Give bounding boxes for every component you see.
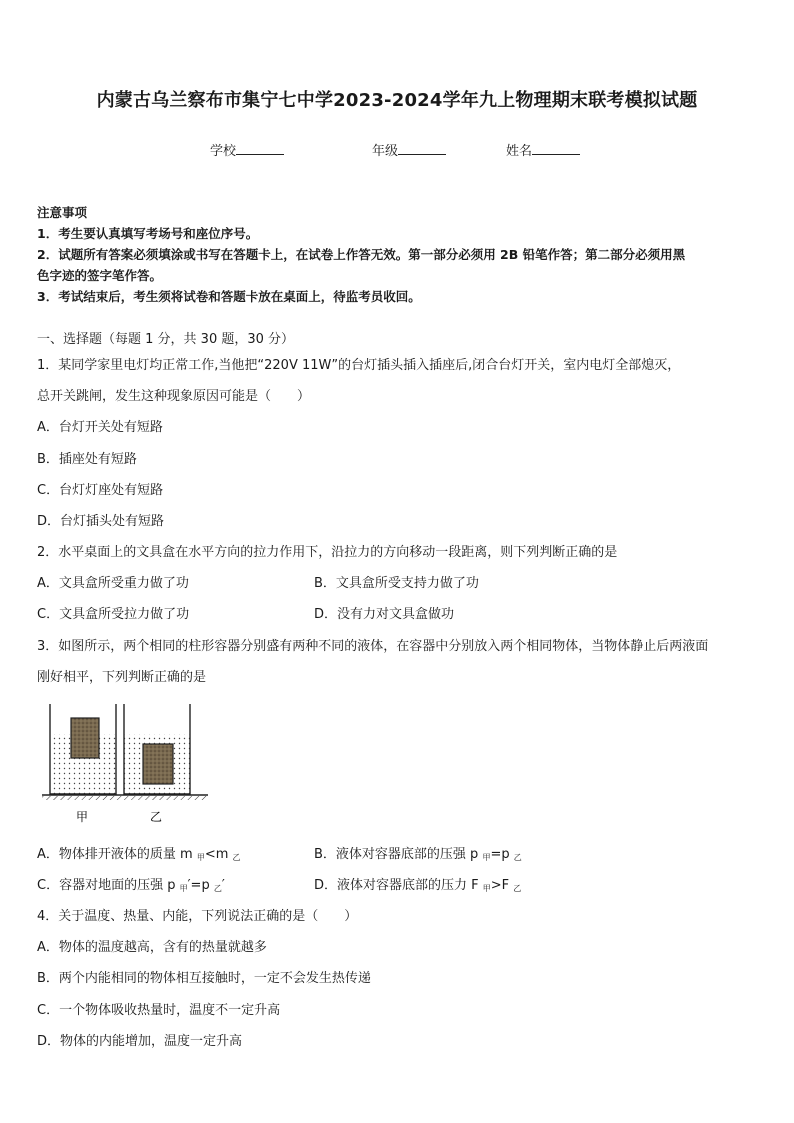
label-yi: 乙 bbox=[149, 810, 163, 824]
q2-option-c: C．文具盒所受拉力做了功 bbox=[37, 607, 190, 622]
q2-option-a: A．文具盒所受重力做了功 bbox=[37, 576, 189, 591]
q1-stem-cont: 总开关跳闸，发生这种现象原因可能是（ ） bbox=[37, 389, 311, 404]
school-label: 学校 bbox=[210, 144, 237, 159]
q1-option-d: D．台灯插头处有短路 bbox=[37, 514, 165, 529]
note-item: 2．试题所有答案必须填涂或书写在答题卡上，在试卷上作答无效。第一部分必须用 2B 铅笔作答；第二部分必须用黑 bbox=[37, 247, 686, 262]
notes-heading: 注意事项 bbox=[37, 205, 88, 220]
section-heading: 一、选择题（每题 1 分，共 30 题，30 分） bbox=[37, 332, 295, 347]
grade-label: 年级 bbox=[372, 144, 399, 159]
q3-stem-cont: 刚好相平，下列判断正确的是 bbox=[37, 670, 207, 685]
note-item: 3．考试结束后，考生须将试卷和答题卡放在桌面上，待监考员收回。 bbox=[37, 289, 421, 304]
q4-option-d: D．物体的内能增加，温度一定升高 bbox=[37, 1034, 243, 1049]
block-jia bbox=[71, 718, 99, 758]
note-item: 色字迹的签字笔作答。 bbox=[37, 268, 163, 283]
grade-blank bbox=[398, 142, 446, 155]
q3-option-c: C．容器对地面的压强 p $_甲$′=p $_乙$′ bbox=[37, 878, 225, 893]
school-blank bbox=[236, 142, 284, 155]
q2-stem: 2．水平桌面上的文具盒在水平方向的拉力作用下，沿拉力的方向移动一段距离，则下列判断正确的是 bbox=[37, 545, 618, 560]
name-label: 姓名 bbox=[506, 144, 533, 159]
container-jia bbox=[50, 704, 116, 794]
block-yi bbox=[143, 744, 173, 784]
q4-stem: 4．关于温度、热量、内能，下列说法正确的是（ ） bbox=[37, 909, 358, 924]
ground-hatch bbox=[42, 796, 208, 800]
q3-option-d: D．液体对容器底部的压力 F $_甲$>F $_乙$ bbox=[314, 878, 522, 893]
q4-option-a: A．物体的温度越高，含有的热量就越多 bbox=[37, 940, 267, 955]
q2-option-b: B．文具盒所受支持力做了功 bbox=[314, 576, 479, 591]
q3-option-a: A．物体排开液体的质量 m $_甲$<m $_乙$ bbox=[37, 847, 241, 862]
grade-field bbox=[372, 140, 446, 159]
label-jia: 甲 bbox=[75, 810, 89, 824]
q4-option-c: C．一个物体吸收热量时，温度不一定升高 bbox=[37, 1003, 281, 1018]
q2-option-d: D．没有力对文具盒做功 bbox=[314, 607, 455, 622]
name-field bbox=[506, 140, 580, 159]
q3-option-b: B．液体对容器底部的压强 p $_甲$=p $_乙$ bbox=[314, 847, 522, 862]
q1-option-a: A．台灯开关处有短路 bbox=[37, 420, 163, 435]
containers-figure bbox=[38, 702, 218, 828]
name-blank bbox=[532, 142, 580, 155]
school-field bbox=[210, 140, 284, 159]
q1-stem: 1．某同学家里电灯均正常工作,当他把“220V 11W”的台灯插头插入插座后,闭合台灯开关，室内电灯全部熄灭， bbox=[37, 358, 681, 373]
q1-option-b: B．插座处有短路 bbox=[37, 452, 137, 467]
q1-option-c: C．台灯灯座处有短路 bbox=[37, 483, 164, 498]
container-yi bbox=[124, 704, 190, 794]
note-item: 1．考生要认真填写考场号和座位序号。 bbox=[37, 226, 259, 241]
page-title: 内蒙古乌兰察布市集宁七中学2023-2024学年九上物理期末联考模拟试题 bbox=[96, 90, 698, 111]
q3-stem: 3．如图所示，两个相同的柱形容器分别盛有两种不同的液体，在容器中分别放入两个相同物体，当物体静止后两液面 bbox=[37, 639, 709, 654]
q4-option-b: B．两个内能相同的物体相互接触时，一定不会发生热传递 bbox=[37, 971, 371, 986]
